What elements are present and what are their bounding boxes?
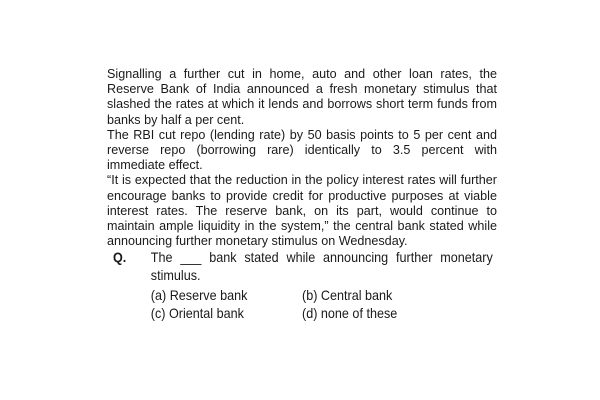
option-d: (d) none of these [302,305,398,321]
question-label: Q. [113,249,127,265]
passage-paragraph: Signalling a further cut in home, auto and other loan rates, the Reserve Bank of India announced a fresh monetary stimulus that slashed the rates at which it lends and borrows short term funds from banks by half a per cent. [107,67,497,127]
question-stem: The ___ bank stated while announcing further monetary stimulus. [150,249,493,283]
option-c: (c) Oriental bank [150,305,244,321]
passage-paragraph: The RBI cut repo (lending rate) by 50 basis points to 5 per cent and reverse repo (borrowing rare) identically to 3.5 percent with immediate effect. [107,127,497,173]
passage-paragraph: “It is expected that the reduction in the policy interest rates will further encourage banks to provide credit for productive purposes at viable interest rates. The reserve bank, on its part, would continue to maintain ample liquidity in the system,” the central bank stated while announcing further monetary stimulus on Wednesday. [107,173,497,249]
option-b: (b) Central bank [302,287,393,303]
reading-passage [107,67,497,249]
answer-options [151,286,493,326]
option-a: (a) Reserve bank [150,287,248,303]
